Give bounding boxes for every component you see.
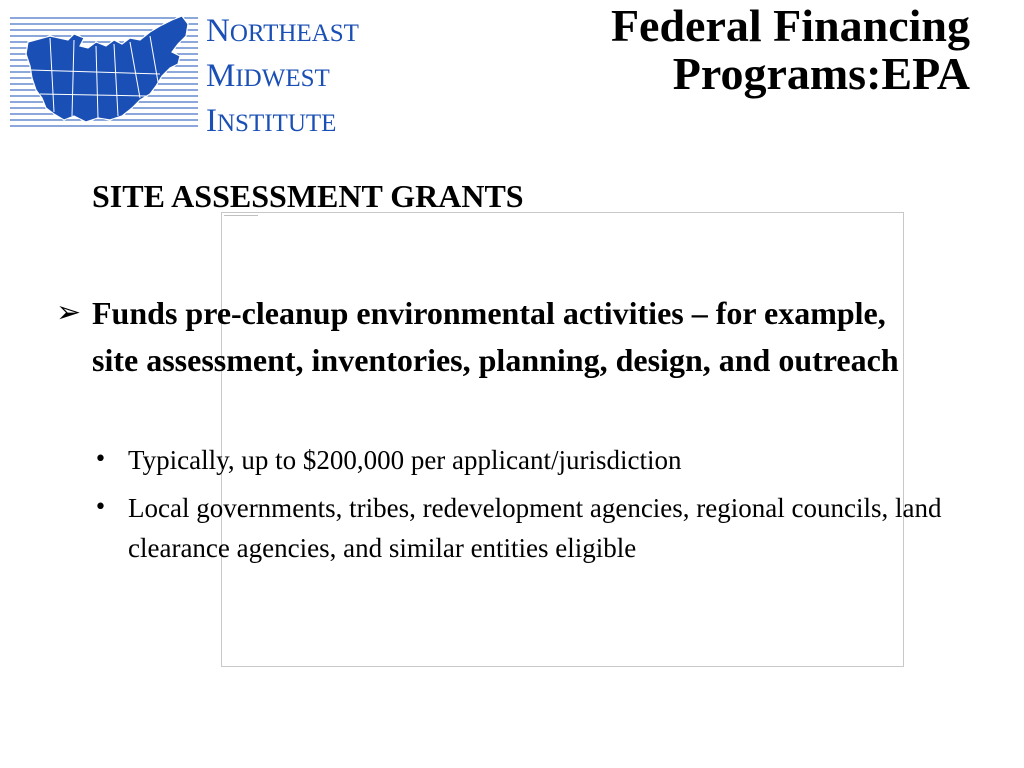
- sub-bullet-item: [92, 488, 972, 568]
- arrow-bullet-icon: ➢: [56, 295, 82, 330]
- region-map-icon: [10, 12, 198, 130]
- main-bullet-text: Funds pre-cleanup environmental activities – for example, site assessment, inventories, planning, design, and outreach: [92, 295, 899, 378]
- slide-title: [611, 2, 970, 98]
- bullet-dot-icon: •: [94, 447, 107, 472]
- sub-bullet-item: [92, 440, 972, 480]
- logo-word-northeast: NORTHEAST: [206, 13, 359, 49]
- bullet-dot-icon: •: [94, 495, 107, 520]
- sub-bullet-list: [92, 440, 972, 576]
- section-heading: SITE ASSESSMENT GRANTS: [92, 178, 524, 214]
- slide-title-line2: Programs:EPA: [672, 48, 970, 99]
- placeholder-mark: [224, 215, 258, 219]
- sub-bullet-text: Typically, up to $200,000 per applicant/jurisdiction: [128, 445, 682, 475]
- slide-title-line1: Federal Financing: [610, 0, 970, 51]
- organization-logo: [10, 10, 410, 139]
- logo-word-institute: INSTITUTE: [206, 103, 337, 139]
- main-bullet: [56, 290, 936, 384]
- sub-bullet-text: Local governments, tribes, redevelopment agencies, regional councils, land clearance agencies, and similar entities eligible: [128, 493, 942, 563]
- logo-word-midwest: MIDWEST: [206, 58, 330, 94]
